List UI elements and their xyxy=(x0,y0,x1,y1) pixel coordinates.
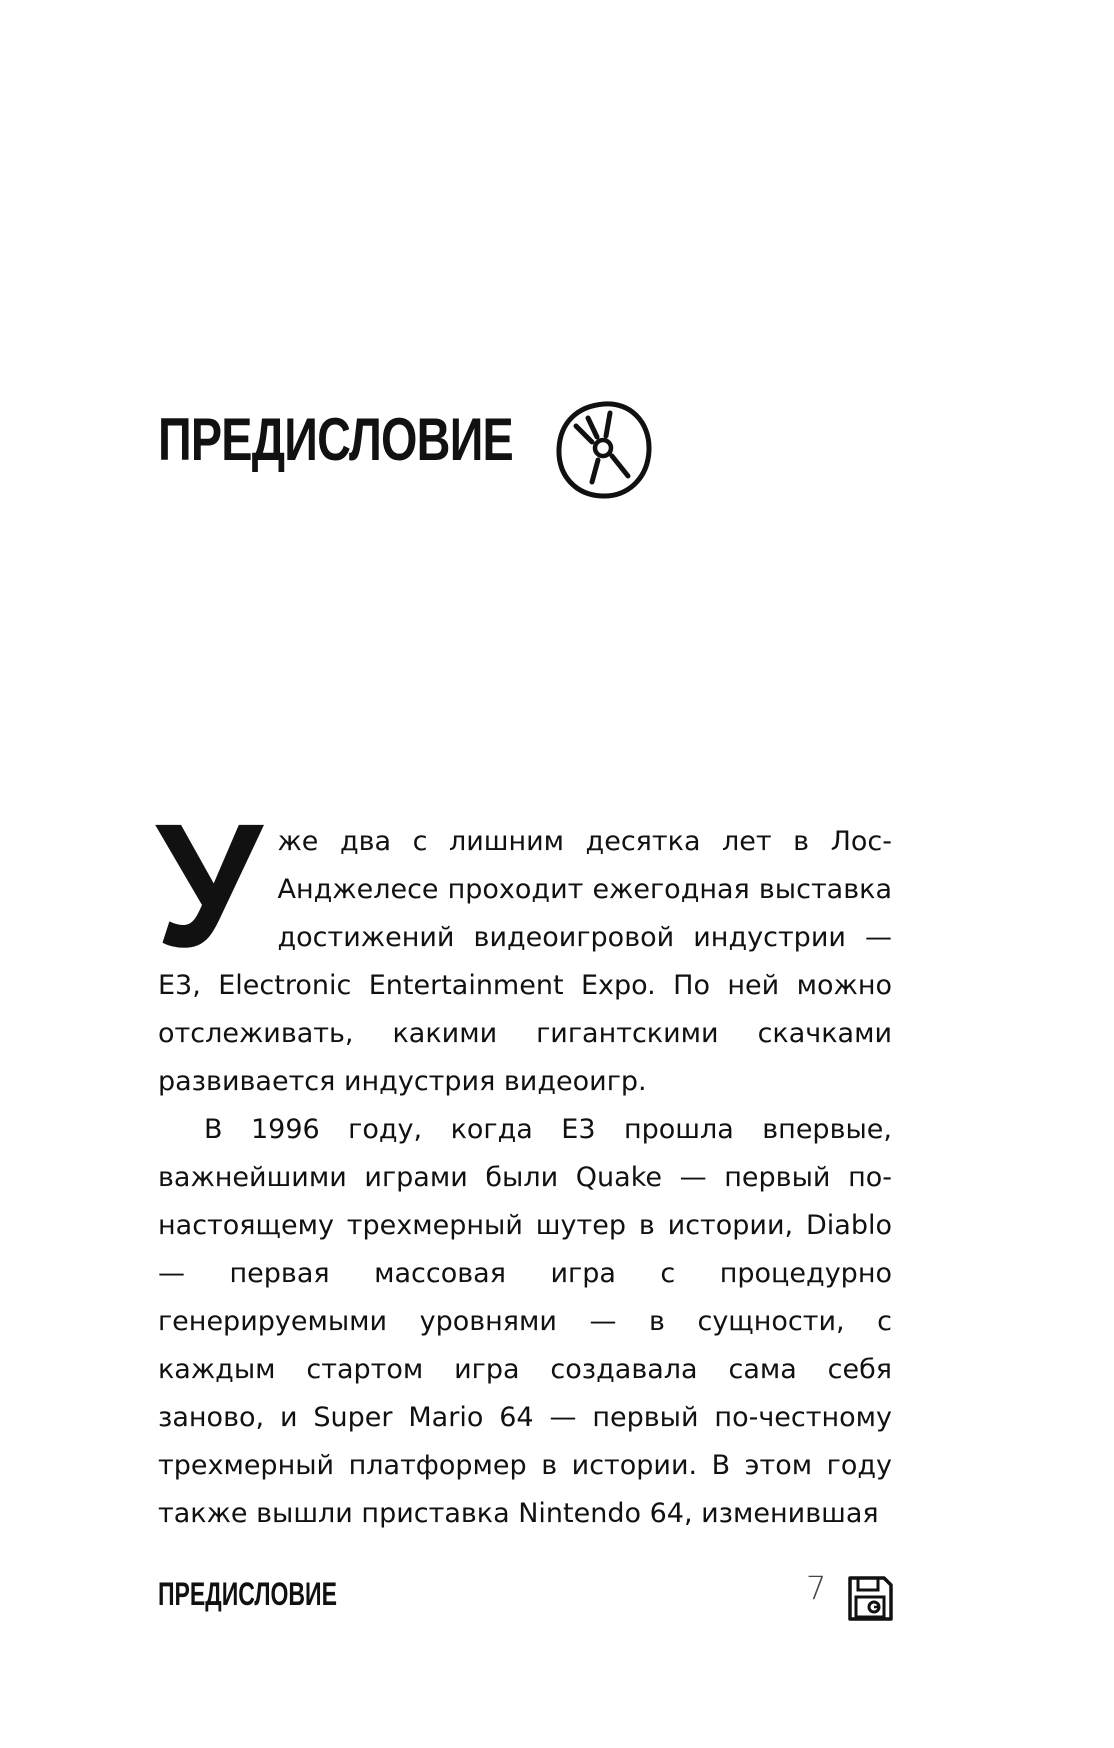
paragraph-1-text: же два с лишним десятка лет в Лос-Анджелесе проходит ежегодная выставка достижений видеоигровой индустрии — E3, Electronic Entertainment Expo. По ней можно отслеживать, какими гигантскими скачками развивается индустрия видеоигр. xyxy=(158,826,892,1097)
drop-cap: У xyxy=(155,788,263,984)
paragraph-1 xyxy=(155,788,892,1106)
chapter-title: ПРЕДИСЛОВИЕ xyxy=(158,406,513,473)
footer-section-title: ПРЕДИСЛОВИЕ xyxy=(158,1576,337,1612)
page-number: 7 xyxy=(806,1569,827,1607)
disc-icon xyxy=(552,398,656,502)
paragraph-2: В 1996 году, когда E3 прошла впервые, важнейшими играми были Quake — первый по-настоящему трехмерный шутер в истории, Diablo — первая массовая игра с процедурно генерируемыми уровнями — в сущности, с каждым стартом игра создавала сама себя заново, и Super Mario 64 — первый по-честному трехмерный платформер в истории. В этом году также вышли приставка Nintendo 64, изменившая xyxy=(158,1114,892,1529)
body-text xyxy=(155,788,892,1538)
floppy-disk-icon xyxy=(846,1574,894,1622)
